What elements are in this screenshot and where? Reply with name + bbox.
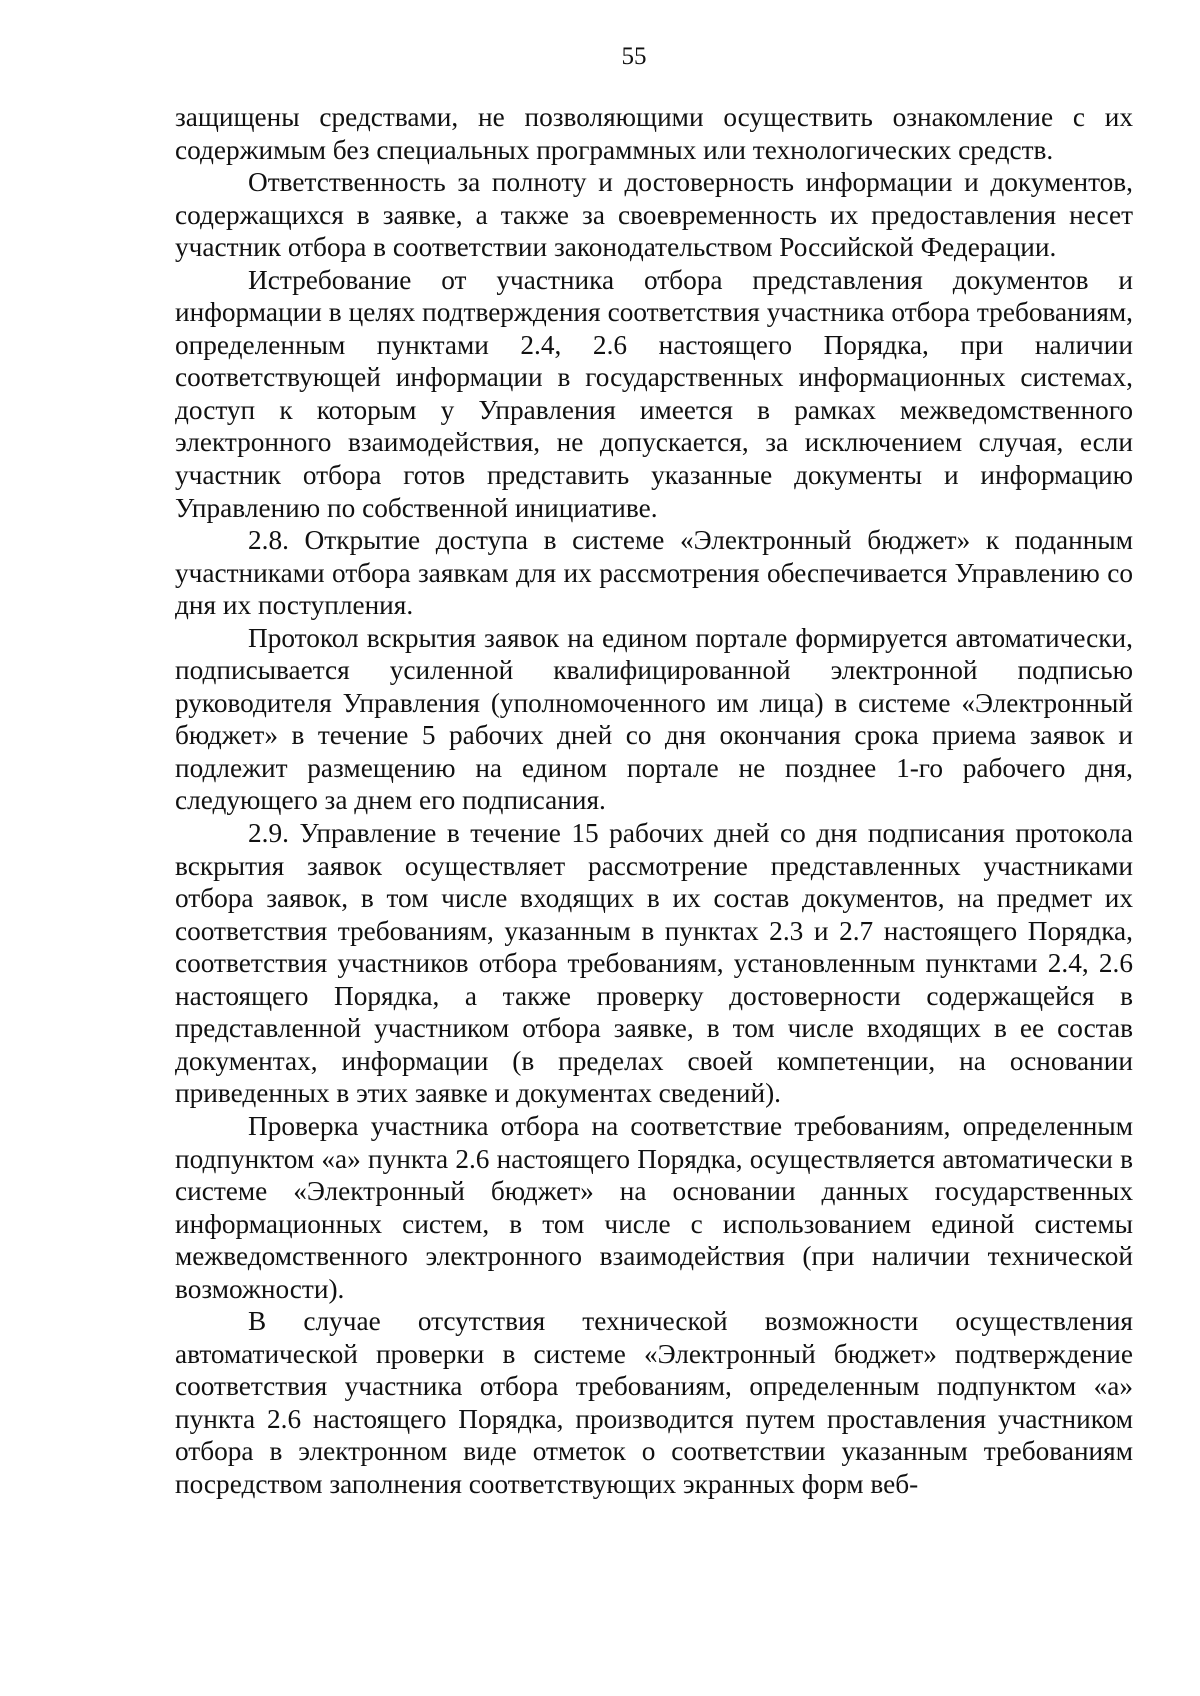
paragraph: Ответственность за полноту и достоверность информации и документов, содержащихся в заявке, а также за своевременность их предоставления несет участник отбора в соответствии законодательством Российской Федерации.	[175, 167, 1133, 263]
paragraph: Протокол вскрытия заявок на едином портале формируется автоматически, подписывается усиленной квалифицированной электронной подписью руководителя Управления (уполномоченного им лица) в системе «Электронный бюджет» в течение 5 рабочих дней со дня окончания срока приема заявок и подлежит размещению на едином портале не позднее 1-го рабочего дня, следующего за днем его подписания.	[175, 622, 1133, 816]
body-text	[175, 101, 1133, 1501]
page-number: 55	[621, 43, 647, 70]
paragraph: Проверка участника отбора на соответствие требованиям, определенным подпунктом «а» пункта 2.6 настоящего Порядка, осуществляется автоматически в системе «Электронный бюджет» на основании данных государственных информационных систем, в том числе с использованием единой системы межведомственного электронного взаимодействия (при наличии технической возможности).	[175, 1110, 1133, 1304]
paragraph: В случае отсутствия технической возможности осуществления автоматической проверки в системе «Электронный бюджет» подтверждение соответствия участника отбора требованиям, определенным подпунктом «а» пункта 2.6 настоящего Порядка, производится путем проставления участником отбора в электронном виде отметок о соответствии указанным требованиям посредством заполнения соответствующих экранных форм веб-	[175, 1306, 1133, 1499]
paragraph: 2.9. Управление в течение 15 рабочих дней со дня подписания протокола вскрытия заявок осуществляет рассмотрение представленных участниками отбора заявок, в том числе входящих в их состав документов, на предмет их соответствия требованиям, указанным в пунктах 2.3 и 2.7 настоящего Порядка, соответствия участников отбора требованиям, установленным пунктами 2.4, 2.6 настоящего Порядка, а также проверку достоверности содержащейся в представленной участником отбора заявке, в том числе входящих в ее состав документах, информации (в пределах своей компетенции, на основании приведенных в этих заявке и документах сведений).	[175, 818, 1133, 1109]
paragraph: защищены средствами, не позволяющими осуществить ознакомление с их содержимым без специальных программных или технологических средств.	[175, 102, 1133, 165]
paragraph: Истребование от участника отбора представления документов и информации в целях подтверждения соответствия участника отбора требованиям, определенным пунктами 2.4, 2.6 настоящего Порядка, при наличии соответствующей информации в государственных информационных системах, доступ к которым у Управления имеется в рамках межведомственного электронного взаимодействия, не допускается, за исключением случая, если участник отбора готов представить указанные документы и информацию Управлению по собственной инициативе.	[175, 264, 1133, 523]
paragraph: 2.8. Открытие доступа в системе «Электронный бюджет» к поданным участниками отбора заявкам для их рассмотрения обеспечивается Управлению со дня их поступления.	[175, 525, 1133, 621]
